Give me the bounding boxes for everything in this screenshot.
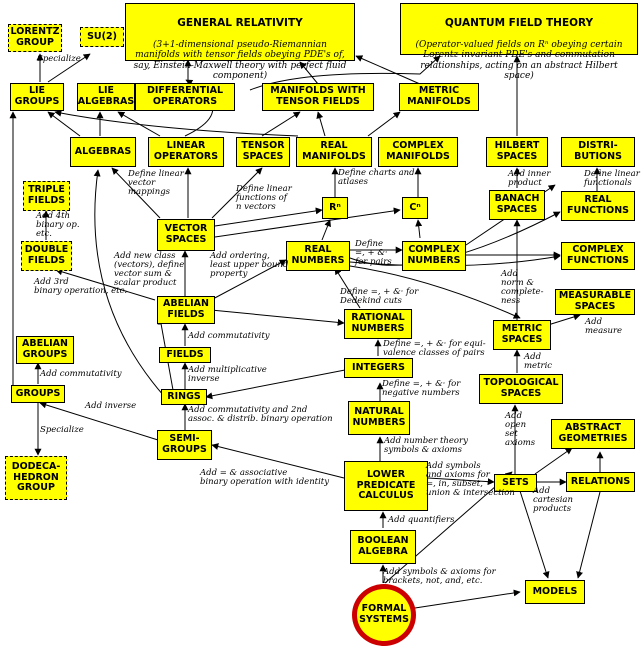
- formal-systems-node: FORMAL SYSTEMS: [352, 584, 416, 646]
- algebras-node: ALGEBRAS: [70, 137, 136, 167]
- edge-label-define-linear-mappings: Define linear vector mappings: [128, 169, 184, 197]
- lorentz-group-node: LORENTZ GROUP: [8, 24, 62, 52]
- edge-label-add-metric: Add metric: [524, 352, 553, 371]
- rn-node: Rⁿ: [322, 197, 348, 219]
- lie-groups-node: LIE GROUPS: [10, 83, 64, 111]
- edge-tensor-manifolds: [262, 112, 300, 136]
- su2-node: SU(2): [80, 27, 124, 47]
- double-fields-node: DOUBLE FIELDS: [21, 241, 72, 271]
- edge-label-define-linear-functionals: Define linear functionals: [584, 169, 640, 188]
- differential-operators-node: DIFFERENTIAL OPERATORS: [135, 83, 235, 111]
- edge-label-add-cartesian: Add cartesian products: [533, 486, 573, 514]
- edge-label-add-commutativity-fields: Add commutativity: [188, 331, 270, 341]
- edge-label-specialize-top: Specialize: [37, 54, 81, 64]
- edge-label-add-inverse: Add inverse: [85, 401, 137, 411]
- quantum-field-theory-node: [400, 3, 638, 81]
- lie-algebras-node: LIE ALGEBRAS: [77, 83, 135, 111]
- metric-spaces-node: METRIC SPACES: [493, 320, 551, 350]
- abelian-fields-node: ABELIAN FIELDS: [157, 296, 215, 324]
- edge-vector-cn: [215, 210, 400, 237]
- edge-label-add-measure: Add measure: [585, 317, 623, 336]
- edge-metric-measurable: [548, 315, 580, 325]
- topological-spaces-node: TOPOLOGICAL SPACES: [479, 374, 563, 404]
- real-numbers-node: REAL NUMBERS: [286, 241, 350, 271]
- tensor-spaces-node: TENSOR SPACES: [236, 137, 290, 167]
- quantum-field-theory-desc: (Operator-valued fields on Rⁿ obeying certain Lorentz-invariant PDE's and commutation relationships, acting on an abstract Hilbert space): [415, 39, 623, 81]
- real-functions-node: REAL FUNCTIONS: [561, 191, 635, 221]
- edge-label-add-mult-inverse: Add multiplicative inverse: [188, 365, 267, 384]
- rational-numbers-node: RATIONAL NUMBERS: [344, 309, 412, 339]
- real-manifolds-node: REAL MANIFOLDS: [296, 137, 372, 167]
- metric-manifolds-node: METRIC MANIFOLDS: [399, 83, 479, 111]
- edge-label-specialize-bottom: Specialize: [40, 425, 84, 435]
- manifolds-tensor-fields-node: MANIFOLDS WITH TENSOR FIELDS: [262, 83, 374, 111]
- edge-label-add-comm-2nd: Add commutativity and 2nd assoc. & distrib. binary operation: [188, 405, 333, 424]
- edge-label-add-4th: Add 4th binary op. etc.: [36, 211, 80, 239]
- edge-sets-abstract: [535, 448, 572, 474]
- complex-functions-node: COMPLEX FUNCTIONS: [561, 242, 635, 270]
- dodecahedron-group-node: DODECA- HEDRON GROUP: [5, 456, 67, 500]
- rings-node: RINGS: [161, 389, 207, 405]
- general-relativity-desc: (3+1-dimensional pseudo-Riemannian manifolds with tensor fields obeying PDE's of, say, Einstein-Maxwell theory with perfect fluid component): [133, 39, 347, 81]
- lower-predicate-calculus-node: LOWER PREDICATE CALCULUS: [344, 461, 428, 511]
- relations-node: RELATIONS: [566, 472, 635, 492]
- linear-operators-node: LINEAR OPERATORS: [148, 137, 224, 167]
- edge-abelianf-rational: [211, 310, 344, 323]
- sets-node: SETS: [494, 474, 537, 492]
- hilbert-spaces-node: HILBERT SPACES: [486, 137, 548, 167]
- edge-realm-manifolds: [318, 112, 325, 136]
- integers-node: INTEGERS: [344, 358, 413, 378]
- edge-label-add-number-theory: Add number theory symbols & axioms: [384, 436, 468, 455]
- semigroups-node: SEMI- GROUPS: [157, 430, 212, 460]
- edge-label-add-assoc: Add = & associative binary operation with identity: [200, 468, 330, 487]
- edge-formal-models: [415, 592, 520, 608]
- edge-label-add-open-set: Add open set axioms: [505, 411, 536, 448]
- edge-label-define-linear-functions: Define linear functions of n vectors: [236, 184, 292, 212]
- complex-numbers-node: COMPLEX NUMBERS: [402, 241, 466, 271]
- cn-node: Cⁿ: [402, 197, 428, 219]
- edge-label-add-quantifiers: Add quantifiers: [388, 515, 455, 525]
- edge-label-add-symbols-axioms: Add symbols and axioms for =, in, subset, union & intersection: [426, 461, 515, 498]
- distributions-node: DISTRI- BUTIONS: [561, 137, 635, 167]
- edge-label-add-norm: Add norm & complete- ness: [501, 269, 544, 306]
- quantum-field-theory-title: QUANTUM FIELD THEORY: [444, 16, 594, 29]
- edge-label-define-negative: Define =, + &· for negative numbers: [382, 379, 461, 398]
- edge-label-define-dedekind: Define =, + &· for Dedekind cuts: [340, 287, 419, 306]
- abelian-groups-node: ABELIAN GROUPS: [16, 336, 74, 364]
- models-node: MODELS: [525, 580, 585, 604]
- edge-relations-models: [578, 492, 600, 578]
- edge-realm-metricm: [368, 112, 400, 136]
- complex-manifolds-node: COMPLEX MANIFOLDS: [378, 137, 458, 167]
- edge-realm-liegroups: [55, 112, 298, 136]
- natural-numbers-node: NATURAL NUMBERS: [348, 401, 410, 435]
- groups-node: GROUPS: [11, 385, 65, 403]
- edge-label-add-inner-product: Add inner product: [508, 169, 551, 188]
- fields-node: FIELDS: [159, 347, 211, 363]
- edge-label-define-charts: Define charts and atlases: [338, 168, 415, 187]
- triple-fields-node: TRIPLE FIELDS: [23, 181, 70, 211]
- edge-label-add-symbols-brackets: Add symbols & axioms for brackets, not, and, etc.: [383, 567, 496, 586]
- edge-label-add-3rd: Add 3rd binary operation, etc.: [34, 277, 128, 296]
- edge-label-add-ordering: Add ordering, least upper bound property: [210, 251, 289, 279]
- edge-label-define-equivalence: Define =, + &· for equi- valence classes of pairs: [383, 339, 486, 358]
- measurable-spaces-node: MEASURABLE SPACES: [555, 289, 635, 315]
- edge-real-rn: [322, 220, 330, 240]
- edge-label-define-pairs: Define =, + &· for pairs: [355, 239, 392, 267]
- abstract-geometries-node: ABSTRACT GEOMETRIES: [551, 419, 635, 449]
- edge-label-add-commutativity-groups: Add commutativity: [40, 369, 122, 379]
- edge-linearops-liealgebras: [118, 112, 160, 136]
- general-relativity-node: [125, 3, 355, 81]
- edge-complex-cn: [418, 220, 420, 238]
- general-relativity-title: GENERAL RELATIVITY: [177, 16, 303, 29]
- vector-spaces-node: VECTOR SPACES: [157, 219, 215, 251]
- banach-spaces-node: BANACH SPACES: [489, 190, 545, 220]
- boolean-algebra-node: BOOLEAN ALGEBRA: [350, 530, 416, 564]
- edge-label-add-new-class: Add new class (vectors), define vector sum & scalar product: [114, 251, 185, 288]
